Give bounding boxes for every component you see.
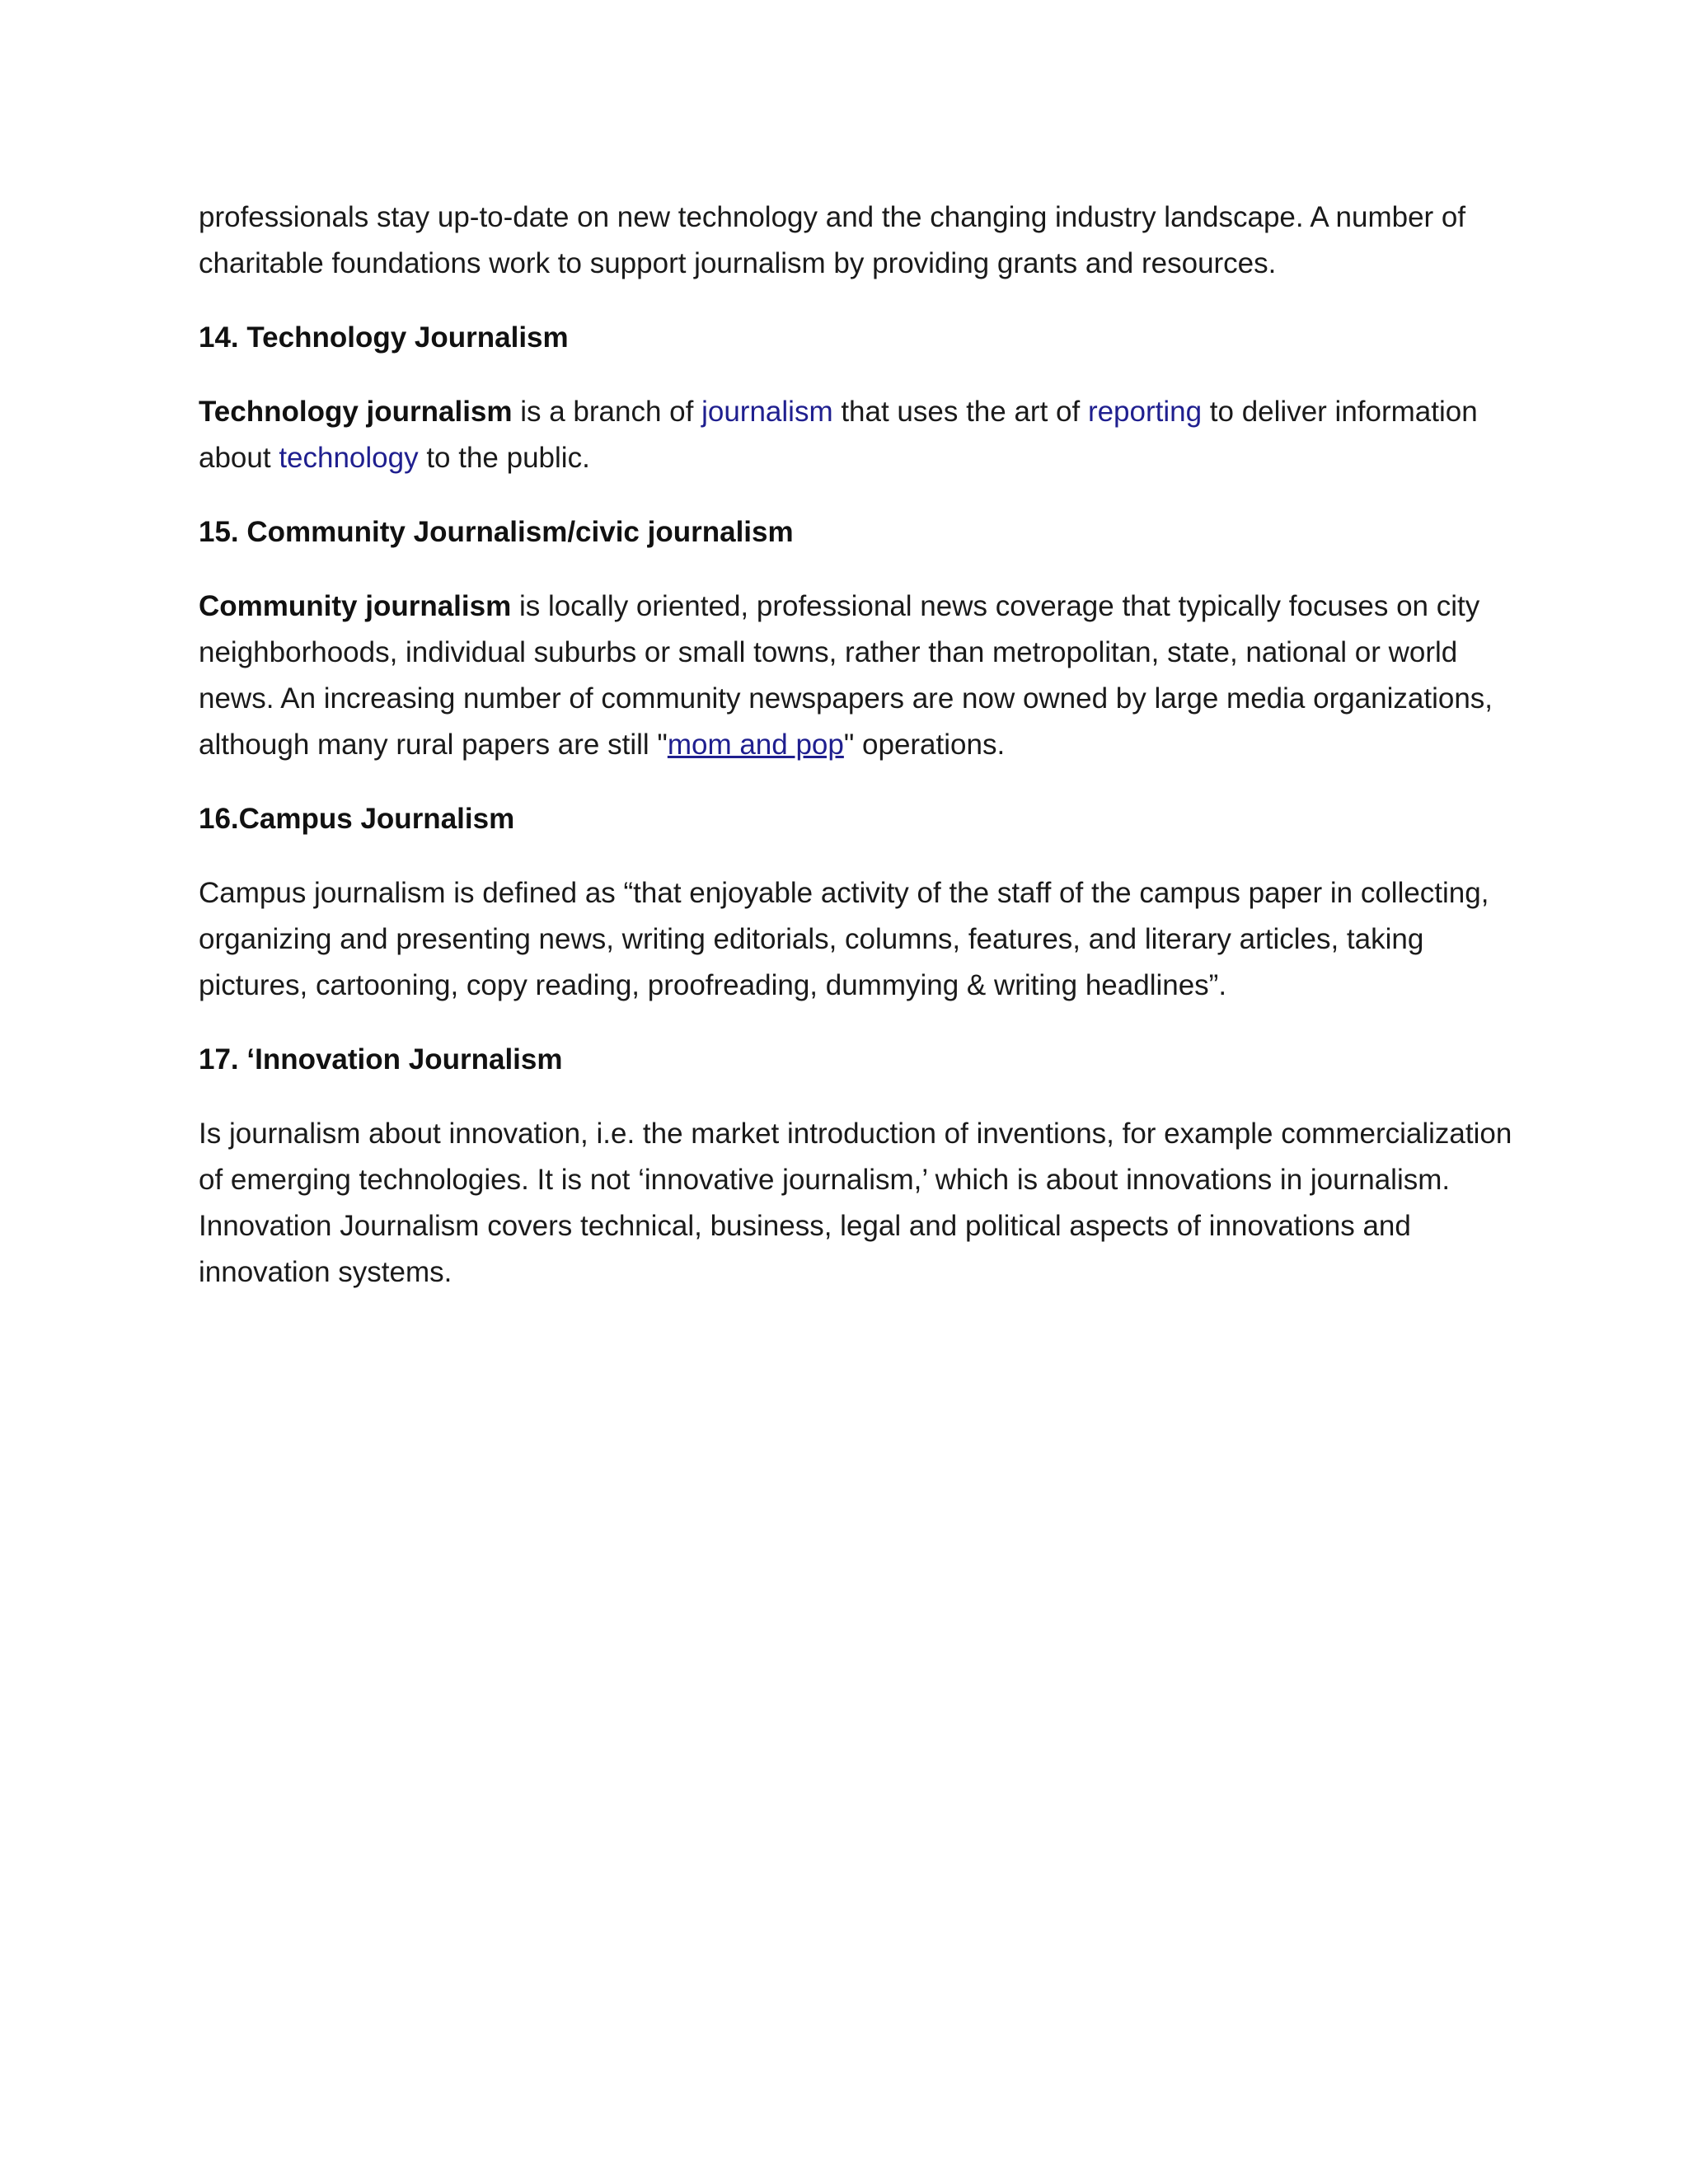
paragraph-text: that uses the art of — [832, 396, 1088, 428]
paragraph-text: is a branch of — [512, 396, 702, 428]
campus-journalism-paragraph: Campus journalism is defined as “that enjoyable activity of the staff of the campus paper in collecting, organizing and presenting news, writing editorials, columns, features, and literary articles, taking pictures, cartooning, copy reading, proofreading, dummying & writing headlines”. — [199, 877, 1489, 1001]
technology-journalism-paragraph — [199, 389, 1517, 481]
paragraph-text: to deliver information about — [199, 396, 1478, 474]
link-journalism[interactable]: journalism — [701, 396, 833, 428]
paragraph-text: " operations. — [843, 729, 1006, 761]
document-content — [199, 194, 1517, 1324]
link-technology[interactable]: technology — [279, 442, 419, 474]
section-heading-innovation-journalism: 17. ‘Innovation Journalism — [199, 1043, 563, 1076]
link-mom-and-pop[interactable]: mom and pop — [667, 729, 844, 761]
term-community-journalism: Community journalism — [199, 590, 512, 622]
section-heading-community-journalism: 15. Community Journalism/civic journalism — [199, 516, 794, 548]
term-technology-journalism: Technology journalism — [199, 396, 513, 428]
paragraph-text: to the public. — [418, 442, 590, 474]
innovation-journalism-paragraph: Is journalism about innovation, i.e. the market introduction of inventions, for example commercialization of emerging technologies. It is not ‘innovative journalism,’ which is about innovations in journalism. Innovation Journalism covers technical, business, legal and political aspects of innovations and innovation systems. — [199, 1118, 1512, 1288]
link-reporting[interactable]: reporting — [1087, 396, 1203, 428]
community-journalism-paragraph — [199, 583, 1517, 768]
section-heading-technology-journalism: 14. Technology Journalism — [199, 321, 569, 354]
section-heading-campus-journalism: 16.Campus Journalism — [199, 803, 515, 835]
intro-paragraph: professionals stay up-to-date on new technology and the changing industry landscape. A number of charitable foundations work to support journalism by providing grants and resources. — [199, 201, 1466, 279]
paragraph-text: is locally oriented, professional news coverage that typically focuses on city neighborhoods, individual suburbs or small towns, rather than metropolitan, state, national or world news. An increasing number of community newspapers are now owned by large media organizations, although many rural papers are still " — [199, 590, 1493, 761]
